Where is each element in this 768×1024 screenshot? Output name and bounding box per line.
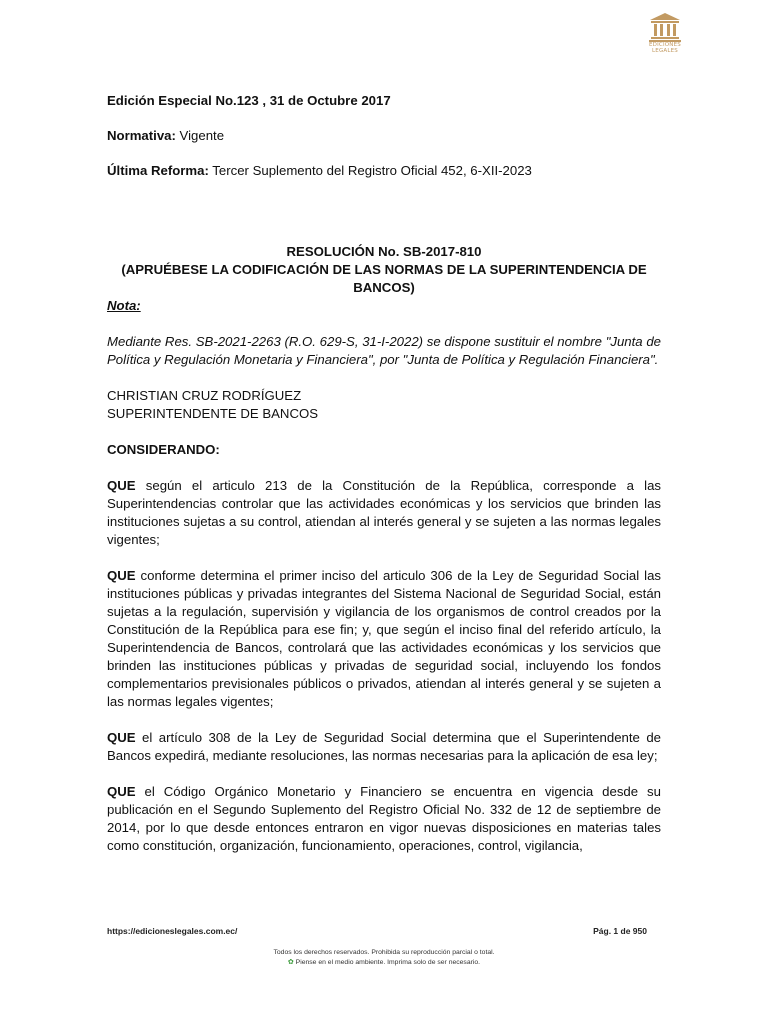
document-body <box>107 92 661 873</box>
edition-text: Edición Especial No.123 , 31 de Octubre 2017 <box>107 93 391 108</box>
normativa-value: Vigente <box>175 128 225 143</box>
que-text: conforme determina el primer inciso del articulo 306 de la Ley de Seguridad Social las instituciones públicas y privadas integrantes del Sistema Nacional de Seguridad Social, están sujetas a la regulación, supervisión y vigilancia de los organismos de control creados por la Constitución de la República para ese fin; y, que según el inciso final del referido artículo, la Superintendencia de Bancos, controlará que las actividades económicas y los servicios que brinden las instituciones públicas y privadas de seguridad social, incluyendo los fondos complementarios previsionales públicos o privados, atiendan al interés general y se sujeten a las normas legales vigentes; <box>107 568 661 709</box>
que-paragraph-1 <box>107 477 661 549</box>
temple-icon <box>648 12 682 42</box>
que-text: el artículo 308 de la Ley de Seguridad Social determina que el Superintendente de Bancos expedirá, mediante resoluciones, las normas necesarias para la aplicación de esa ley; <box>107 730 661 763</box>
page-number: Pág. 1 de 950 <box>593 926 647 936</box>
footer-url-link[interactable]: https://edicioneslegales.com.ec/ <box>107 926 238 936</box>
logo-text-line2: LEGALES <box>652 48 678 54</box>
reforma-value: Tercer Suplemento del Registro Oficial 452, 6-XII-2023 <box>208 163 532 178</box>
considerando-heading: CONSIDERANDO: <box>107 442 220 457</box>
que-label: QUE <box>107 730 136 745</box>
ediciones-legales-logo <box>640 12 690 70</box>
signer-title: SUPERINTENDENTE DE BANCOS <box>107 406 319 421</box>
que-paragraph-2 <box>107 567 661 711</box>
nota-text: Mediante Res. SB-2021-2263 (R.O. 629-S, 31-I-2022) se dispone sustituir el nombre "Junta de Política y Regulación Monetaria y Financiera", por "Junta de Política y Regulación Financiera". <box>107 334 661 367</box>
normativa-label: Normativa: <box>107 128 176 143</box>
footer-notes <box>0 948 768 968</box>
resolution-subtitle: (APRUÉBESE LA CODIFICACIÓN DE LAS NORMAS DE LA SUPERINTENDENCIA DE BANCOS) <box>121 262 647 295</box>
leaf-icon: ✿ <box>287 959 294 966</box>
environment-text: Piense en el medio ambiente. Imprima solo de ser necesario. <box>293 959 481 966</box>
reforma-line <box>107 162 661 180</box>
reforma-label: Última Reforma: <box>107 163 209 178</box>
normativa-line <box>107 127 661 145</box>
que-label: QUE <box>107 784 136 799</box>
que-label: QUE <box>107 568 136 583</box>
environment-notice <box>0 958 768 968</box>
que-paragraph-3 <box>107 729 661 765</box>
signer-name: CHRISTIAN CRUZ RODRÍGUEZ <box>107 388 302 403</box>
que-text: el Código Orgánico Monetario y Financiero se encuentra en vigencia desde su publicación en el Segundo Suplemento del Registro Oficial No. 332 de 12 de septiembre de 2014, por lo que desde entonces entraron en vigor nuevas disposiciones en materias tales como constitución, organización, funcionamiento, operaciones, control, vigilancia, <box>107 784 661 853</box>
logo-text-line1: EDICIONES <box>648 42 681 48</box>
que-paragraph-4 <box>107 783 661 855</box>
resolution-title: RESOLUCIÓN No. SB-2017-810 <box>286 244 482 259</box>
que-text: según el articulo 213 de la Constitución de la República, corresponde a las Superintendencias controlar que las actividades económicas y los servicios que brinden las instituciones sujetas a su control, atiendan al interés general y se sujeten a las normas legales vigentes; <box>107 478 661 547</box>
que-label: QUE <box>107 478 136 493</box>
nota-label: Nota: <box>107 298 141 313</box>
rights-notice: Todos los derechos reservados. Prohibida su reproducción parcial o total. <box>273 949 495 956</box>
edition-line <box>107 92 661 110</box>
